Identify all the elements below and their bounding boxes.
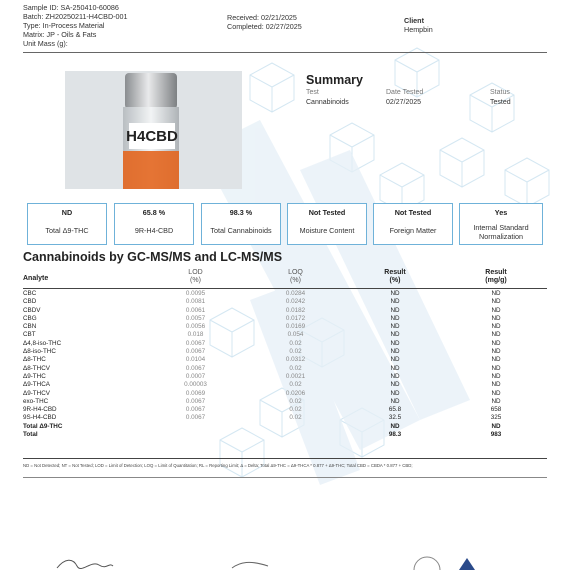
cell-lod: 0.0095	[185, 290, 206, 297]
table-row	[23, 307, 547, 315]
card-label: 9R-H4-CBD	[134, 226, 174, 235]
vial-label: H4CBD	[126, 128, 178, 145]
cell-lod: 0.0056	[185, 323, 206, 331]
table-row	[23, 315, 547, 323]
card-label: Moisture Content	[299, 226, 355, 235]
col-lod	[173, 269, 218, 285]
received-date: Received: 02/21/2025	[227, 13, 297, 22]
cell-result-pct: 32.5	[388, 414, 402, 422]
cell-result-pct: ND	[390, 364, 400, 372]
cell-analyte: Δ4,8-iso-THC	[23, 339, 62, 347]
col-lod-unit: (%)	[190, 277, 201, 284]
cell-loq: 0.02	[289, 406, 302, 414]
summary-date-value: 02/27/2025	[386, 99, 422, 106]
card-value: Yes	[494, 208, 508, 217]
cell-analyte: Δ9-THCV	[23, 389, 50, 397]
cell-result-mg: ND	[491, 290, 501, 297]
cell-result-pct: ND	[390, 306, 400, 314]
table-row	[23, 414, 547, 422]
cell-result-pct: ND	[390, 339, 400, 347]
cell-analyte: Total Δ9-THC	[23, 422, 63, 430]
table-header-divider	[23, 288, 547, 289]
cell-analyte: Δ8-iso-THC	[23, 348, 56, 356]
cell-analyte: Total	[23, 431, 38, 439]
cell-lod: 0.0007	[185, 372, 206, 380]
summary-title: Summary	[306, 73, 363, 87]
card-internal-standard	[459, 203, 543, 245]
col-analyte: Analyte	[23, 275, 49, 282]
table-row	[23, 323, 547, 331]
card-value: ND	[61, 208, 73, 217]
cell-analyte: 9S-H4-CBD	[23, 414, 57, 422]
cell-loq: 0.02	[289, 414, 302, 422]
cell-result-mg: 658	[490, 406, 502, 414]
batch: Batch: ZH20250211-H4CBD-001	[23, 12, 128, 21]
cell-loq: 0.02	[289, 381, 302, 389]
card-label: Internal Standard Normalization	[473, 223, 529, 241]
cell-loq: 0.054	[287, 331, 304, 339]
cell-lod: 0.0057	[185, 314, 206, 322]
client-name: Hempbin	[404, 25, 433, 34]
col-result-mg-unit: (mg/g)	[485, 277, 507, 284]
table-title: Cannabinoids by GC-MS/MS and LC-MS/MS	[23, 250, 283, 264]
cell-lod: 0.018	[187, 331, 204, 339]
summary-test-label: Test	[306, 89, 319, 96]
cell-result-mg: 983	[490, 431, 502, 439]
summary-test	[306, 88, 349, 108]
sample-id: Sample ID: SA-250410-60086	[23, 3, 119, 12]
cell-result-mg: ND	[491, 372, 501, 380]
cell-lod: 0.0067	[185, 348, 206, 356]
table-body	[23, 290, 547, 439]
cell-result-mg: ND	[491, 339, 501, 347]
product-photo	[65, 71, 242, 189]
cell-lod: 0.0069	[185, 389, 206, 397]
card-foreign-matter	[373, 203, 453, 245]
cell-analyte: CBG	[23, 314, 37, 322]
table-bottom-divider	[23, 458, 547, 459]
card-label: Foreign Matter	[389, 226, 437, 235]
cell-analyte: Δ8-THCV	[23, 364, 50, 372]
summary-test-value: Cannabinoids	[306, 99, 349, 106]
client-label: Client	[404, 16, 424, 25]
summary-date	[386, 88, 423, 108]
cell-lod: 0.0081	[185, 298, 206, 306]
col-result-label: Result	[384, 269, 406, 276]
cell-result-mg: ND	[491, 422, 501, 430]
cell-lod: 0.0067	[185, 339, 206, 347]
cell-analyte: Δ9-THCA	[23, 381, 50, 389]
cell-lod: 0.0061	[185, 306, 206, 314]
table-row	[23, 290, 547, 298]
table-row	[23, 340, 547, 348]
cell-result-mg: ND	[491, 364, 501, 372]
table-row	[23, 381, 547, 389]
cell-loq: 0.0182	[285, 306, 306, 314]
card-value: Not Tested	[394, 208, 432, 217]
cell-lod: 0.0104	[185, 356, 206, 364]
client-block	[404, 16, 433, 34]
cell-result-pct: ND	[390, 348, 400, 356]
cell-result-mg: ND	[491, 314, 501, 322]
footer-divider	[23, 477, 547, 478]
cell-loq: 0.02	[289, 364, 302, 372]
card-value: 65.8 %	[142, 208, 166, 217]
dates	[227, 13, 302, 31]
cell-result-pct: ND	[390, 331, 400, 339]
cell-analyte: Δ9-THC	[23, 372, 46, 380]
table-row	[23, 356, 547, 364]
cell-analyte: exo-THC	[23, 397, 49, 405]
card-value: 98.3 %	[229, 208, 253, 217]
table-row	[23, 406, 547, 414]
card-total-cannabinoids	[201, 203, 281, 245]
summary-cards	[27, 203, 543, 247]
cell-loq: 0.0169	[285, 323, 306, 331]
cell-result-mg: ND	[491, 331, 501, 339]
col-lod-label: LOD	[188, 269, 203, 276]
cell-loq: 0.02	[289, 348, 302, 356]
col-result-mg	[476, 269, 516, 285]
cell-result-pct: ND	[390, 290, 400, 297]
unit-mass: Unit Mass (g):	[23, 39, 68, 48]
sample-type: Type: In-Process Material	[23, 21, 105, 30]
footnote: ND = Not Detected; NT = Not Tested; LOD = Limit of Detection; LOQ = Limit of Quantitation; RL = Reporting Limit; Δ = Delta; Total Δ9-THC = Δ9-THCA * 0.877 + Δ9-THC; Total CBD = CBDA * 0.877 + CBD;	[23, 463, 413, 468]
cell-result-mg: ND	[491, 298, 501, 306]
cell-analyte: CBN	[23, 323, 37, 331]
cell-result-mg: ND	[491, 323, 501, 331]
cell-analyte: CBT	[23, 331, 36, 339]
cell-analyte: Δ8-THC	[23, 356, 46, 364]
cell-result-mg: ND	[491, 397, 501, 405]
table-row	[23, 373, 547, 381]
cell-result-pct: ND	[390, 422, 400, 430]
summary-status-value: Tested	[490, 99, 511, 106]
cell-loq: 0.0284	[285, 290, 306, 297]
cell-result-pct: 65.8	[388, 406, 402, 414]
summary-status-label: Status	[490, 89, 510, 96]
card-9r-h4-cbd	[114, 203, 194, 245]
col-result-pct	[375, 269, 415, 285]
cell-analyte: CBDV	[23, 306, 41, 314]
cell-result-mg: ND	[491, 389, 501, 397]
logo-mark	[455, 556, 479, 570]
cell-result-pct: 98.3	[388, 431, 402, 439]
col-result-unit: (%)	[389, 277, 401, 284]
col-result-mg-label: Result	[485, 269, 507, 276]
col-loq-unit: (%)	[290, 277, 301, 284]
cell-loq: 0.02	[289, 397, 302, 405]
matrix: Matrix: JP - Oils & Fats	[23, 30, 97, 39]
cell-loq: 0.0172	[285, 314, 306, 322]
cell-loq: 0.0021	[285, 372, 306, 380]
table-row	[23, 365, 547, 373]
col-loq-label: LOQ	[288, 269, 303, 276]
cell-analyte: 9R-H4-CBD	[23, 406, 57, 414]
cell-result-pct: ND	[390, 389, 400, 397]
cell-result-pct: ND	[390, 356, 400, 364]
cell-loq: 0.0312	[285, 356, 306, 364]
cell-lod: 0.0067	[185, 406, 206, 414]
col-loq	[273, 269, 318, 285]
summary-date-label: Date Tested	[386, 89, 424, 96]
table-row	[23, 398, 547, 406]
table-header	[23, 269, 547, 289]
table-row	[23, 298, 547, 306]
cell-result-mg: ND	[491, 356, 501, 364]
cell-result-mg: 325	[490, 414, 502, 422]
card-total-d9-thc	[27, 203, 107, 245]
signature-mark	[230, 556, 270, 570]
cell-result-mg: ND	[491, 381, 501, 389]
seal-mark	[412, 556, 442, 570]
sample-info	[23, 3, 128, 48]
summary-status	[490, 88, 511, 108]
cell-result-pct: ND	[390, 397, 400, 405]
cell-result-pct: ND	[390, 372, 400, 380]
cell-lod: 0.0067	[185, 397, 206, 405]
card-value: Not Tested	[308, 208, 346, 217]
cell-result-pct: ND	[390, 323, 400, 331]
card-label: Total Cannabinoids	[210, 226, 272, 235]
table-row	[23, 348, 547, 356]
cell-result-pct: ND	[390, 314, 400, 322]
cell-lod: 0.0067	[185, 364, 206, 372]
total-row	[23, 431, 547, 439]
signature-mark	[55, 556, 115, 570]
card-moisture-content	[287, 203, 367, 245]
cell-analyte: CBC	[23, 290, 37, 297]
total-row-d9-thc	[23, 423, 547, 431]
cell-result-pct: ND	[390, 381, 400, 389]
cell-result-pct: ND	[390, 298, 400, 306]
cell-loq: 0.02	[289, 339, 302, 347]
completed-date: Completed: 02/27/2025	[227, 22, 302, 31]
header-divider	[23, 52, 547, 53]
cell-result-mg: ND	[491, 306, 501, 314]
cell-result-mg: ND	[491, 348, 501, 356]
card-label: Total Δ9-THC	[45, 226, 89, 235]
cell-lod: 0.0067	[185, 414, 206, 422]
table-row	[23, 331, 547, 339]
cell-loq: 0.0206	[285, 389, 306, 397]
cell-loq: 0.0242	[285, 298, 306, 306]
cell-lod: 0.00003	[184, 381, 207, 389]
cell-analyte: CBD	[23, 298, 37, 306]
table-row	[23, 390, 547, 398]
